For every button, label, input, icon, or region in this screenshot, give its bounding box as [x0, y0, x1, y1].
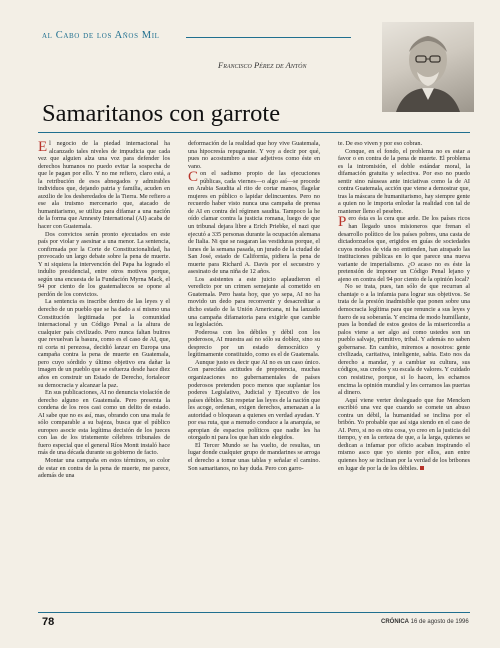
- drop-initial: C: [188, 169, 199, 186]
- article-column-2: [188, 140, 320, 472]
- end-mark-icon: [420, 466, 424, 470]
- paragraph: deformación de la realidad que hoy vive Guatemala, una hipocresía repugnante. Y voy a decir por qué, pues no acostumbro a usar adjetivos como éste en vano.: [188, 140, 320, 170]
- paragraph: Dos convictos serán pronto ejecutados en este país por violar y asesinar a una menor. La sentencia, confirmada por la Corte de Constitucionalidad, ha provocado un largo debate sobre la pena de muerte. Y ni siquiera la intervención del Papa ha logrado el indulto presidencial, entre otros motivos porque, según una encuesta de la Fundación Myrna Mack, el 94 por ciento de los guatemaltecos se opone al perdón de los convictos.: [38, 230, 170, 298]
- paragraph: [188, 170, 320, 276]
- author-name: Francisco Pérez de Antón: [218, 60, 307, 70]
- paragraph-text: Aquí viene verter desleguado que fue Mencken escribió una vez que cuando se comete un abuso contra un débil, la humanidad se inclina por el bribón. Yo probable que así siga siendo en el caso de AI. Pero, si no es otra cosa, yo creo en la justicia del tiempo, y en la certeza de que, a la larga, quienes se dedican a infamar por oficio acaban inspirando el mismo asco que yo siento por ellos, aun entre quienes hoy se inclinan por la verdad de los bribones en lugar de por la de los débiles.: [338, 396, 470, 472]
- paragraph: No se trata, pues, tan sólo de que recurran al chantaje o a la infamia para lograr sus objetivos. Se trata de la presión inadmisible que ponen sobre una democracia legítima para que renuncie a sus leyes y fuero de su soberanía. Y encima de modo humillante, pues la bondad de estos gestos de la misericordia a palos viene a ser algo así como ustedes son un pueblo salvaje, primitivo, tribal. Y además no saben gobernarse. En cambio, miremos a nosotros: gente civilizada, caritativa, inteligente, sabia. Esto nos da derecho a mandar, y a cambiar su cultura, sus códigos, sus credos y su escala de valores. Y cuidado con resistirse, porque, si lo hacen, les echamos encima la opinión mundial y les cerramos las puertas al dinero.: [338, 283, 470, 397]
- paragraph: Conque, en el fondo, el problema no es estar a favor o en contra de la pena de muerte. El problema es la intromisión, el doble estándar moral, la difamación gratuita y selectiva. Por eso no puedo sentir sino náuseas ante iniciativas como la de AI contra Guatemala, acción que viene a demostrar que, tras la máscara de humanitarismo, hay siempre gente a quien no le importa enlodar la realidad con tal de mantener lleno el pesebre.: [338, 147, 470, 215]
- headline-rule: [38, 132, 470, 133]
- paragraph-text: on el sadismo propio de las ejecuciones públicas, cada viernes—o algo así—se procede en Arabia Saudita al rito de cortar manos, flagelar mujeres en público o lapidar delincuentes. Pero no recuerdo haber visto nunca una campaña de prensa de AI en contra del régimen saudita. Tampoco la he oído clamar contra la justicia romana, luego de que un tribunal dejara libre a Erich Priebke, el nazi que ejecutó a 335 personas durante la ocupación alemana de Italia. Ni que se rasgaran las vestiduras porque, el lunes de la semana pasada, un jurado de la ciudad de San José, estado de California, pidiera la pena de muerte para Richard A. Davis por el secuestro y asesinato de una niña de 12 años.: [188, 170, 320, 276]
- section-title: al Cabo de los Años Mil: [42, 30, 160, 41]
- paragraph: En sus publicaciones, AI no denuncia violación de derecho alguno en Guatemala. Pero presenta la condena de los reos casi como un delito de estado. AI sabe que no es así, mas, obrando con una mala fe sólo comparable a su bajeza, busca que el público europeo asocie esta legítima decisión de los jueces con las de los tristemente célebres tribunales de fuero especial que el general Ríos Montt instaló hace más de una década durante su gobierno de facto.: [38, 389, 170, 457]
- publication-date: 16 de agosto de 1996: [410, 619, 469, 625]
- paragraph: [338, 397, 470, 472]
- page-number: 78: [42, 616, 55, 628]
- paragraph: La sentencia es inscribe dentro de las leyes y el derecho de un pueblo que se ha dado a sí mismo una Constitución legitimada por la comunidad internacional y un Código Penal a la altura de cualquier país civilizado. Pero nunca faltan buitres que revuelvan la basura, como es el caso de AI, que, ni corta ni perezosa, decidió lanzar en Europa una campaña contra la pena de muerte en Guatemala, pero cuyo sórdido y último objetivo era dañar la imagen de un pueblo que se esfuerza desde hace diez años en construir un Estado de Derecho, fortalecer su democracia y alcanzar la paz.: [38, 298, 170, 389]
- paragraph: te. De eso viven y por eso cobran.: [338, 140, 423, 147]
- paragraph-text: l negocio de la piedad internacional ha alcanzado tales niveles de impudicia que cada vez que alguien alza una voz para defender los derechos humanos no puedo evitar la sospecha de que le pagan por ello. Y no me refiero, claro está, a la retribución de esos abnegados y admirables individuos que, dejando patria y familia, acuden en auxilio de los desheredados de la Tierra. Me refiero a ese ala truismo mercenario que, atacado de humanitarismo, se utiliza para difamar a una nación de la forma que Amnesty International (AI) acaba de hacer con Guatemala.: [38, 140, 170, 231]
- drop-initial: P: [338, 214, 347, 231]
- paragraph-text: ero ésta es la cera que arde. De los países ricos han llegado unos misioneros que frenan el desarrollo político de los países pobres, una casta de dictadorzuelos que, erigidos en guías de sociedades cuyos modos de vida no entienden, han atrapado las instituciones públicas en lo que parece una nueva variante de imperialismo. ¿O acaso no es éste la pretensión de imponer un Código Penal lejano y ajeno en contra del 94 por ciento de la opinión local?: [338, 215, 470, 283]
- paragraph: Poderosa con los débiles y débil con los poderosos, AI muestra así no sólo su doblez, sino su desprecio por un estado democrático y legítimamente constituido, como es el de Guatemala.: [188, 328, 320, 359]
- author-photo: [382, 22, 474, 112]
- paragraph: [38, 140, 170, 231]
- drop-initial: E: [38, 139, 48, 155]
- paragraph: Montar una campaña en estos términos, so color de estar en contra de la pena de muerte, me parece, además de una: [38, 456, 170, 480]
- publication-line: [381, 619, 469, 625]
- article-column-1: [38, 140, 170, 480]
- article-column-3: [338, 140, 470, 472]
- publication-name: CRÓNICA: [381, 619, 409, 625]
- author-portrait-icon: [382, 22, 474, 112]
- paragraph: El Tercer Mundo se ha vuelto, de resultas, un lugar donde cualquier grupo de mandarines se arroga el derecho a tomar unas tablas y señalar el camino. Son samaritanos, no hay duda. Pero con garro-: [188, 441, 320, 472]
- footer-rule: [38, 612, 470, 613]
- paragraph: [338, 215, 470, 283]
- paragraph: Los asistentes a este juicio aplaudieron el veredicto por un crimen semejante al cometido en Guatemala. Pero hasta hoy, que yo sepa, AI no ha movido un dedo para reconvenir y desacreditar a dicho estado de la Unión Americana, ni ha lanzado una campaña difamatoria para exigirle que cambie su legislación.: [188, 275, 320, 329]
- paragraph: Aunque justo es decir que AI no es un caso único. Con parecidas actitudes de prepotencia, muchas organizaciones no gubernamentales de países poderosos pretenden poco menos que suplantar los poderes Legislativo, Judicial y Ejecutivo de los países débiles. Sin respetar las leyes de la nación que les acoge, ordenan, exigen derechos, amenazan a la autoridad o bloquean a quienes en verdad ayudan. Y por esa ruta, que a menudo conduce a la anarquía, se apropian de espacios políticos que nadie les ha otorgado ni para los que han sido elegidos.: [188, 358, 320, 442]
- header-rule: [186, 37, 351, 38]
- article-headline: Samaritanos con garrote: [42, 100, 281, 127]
